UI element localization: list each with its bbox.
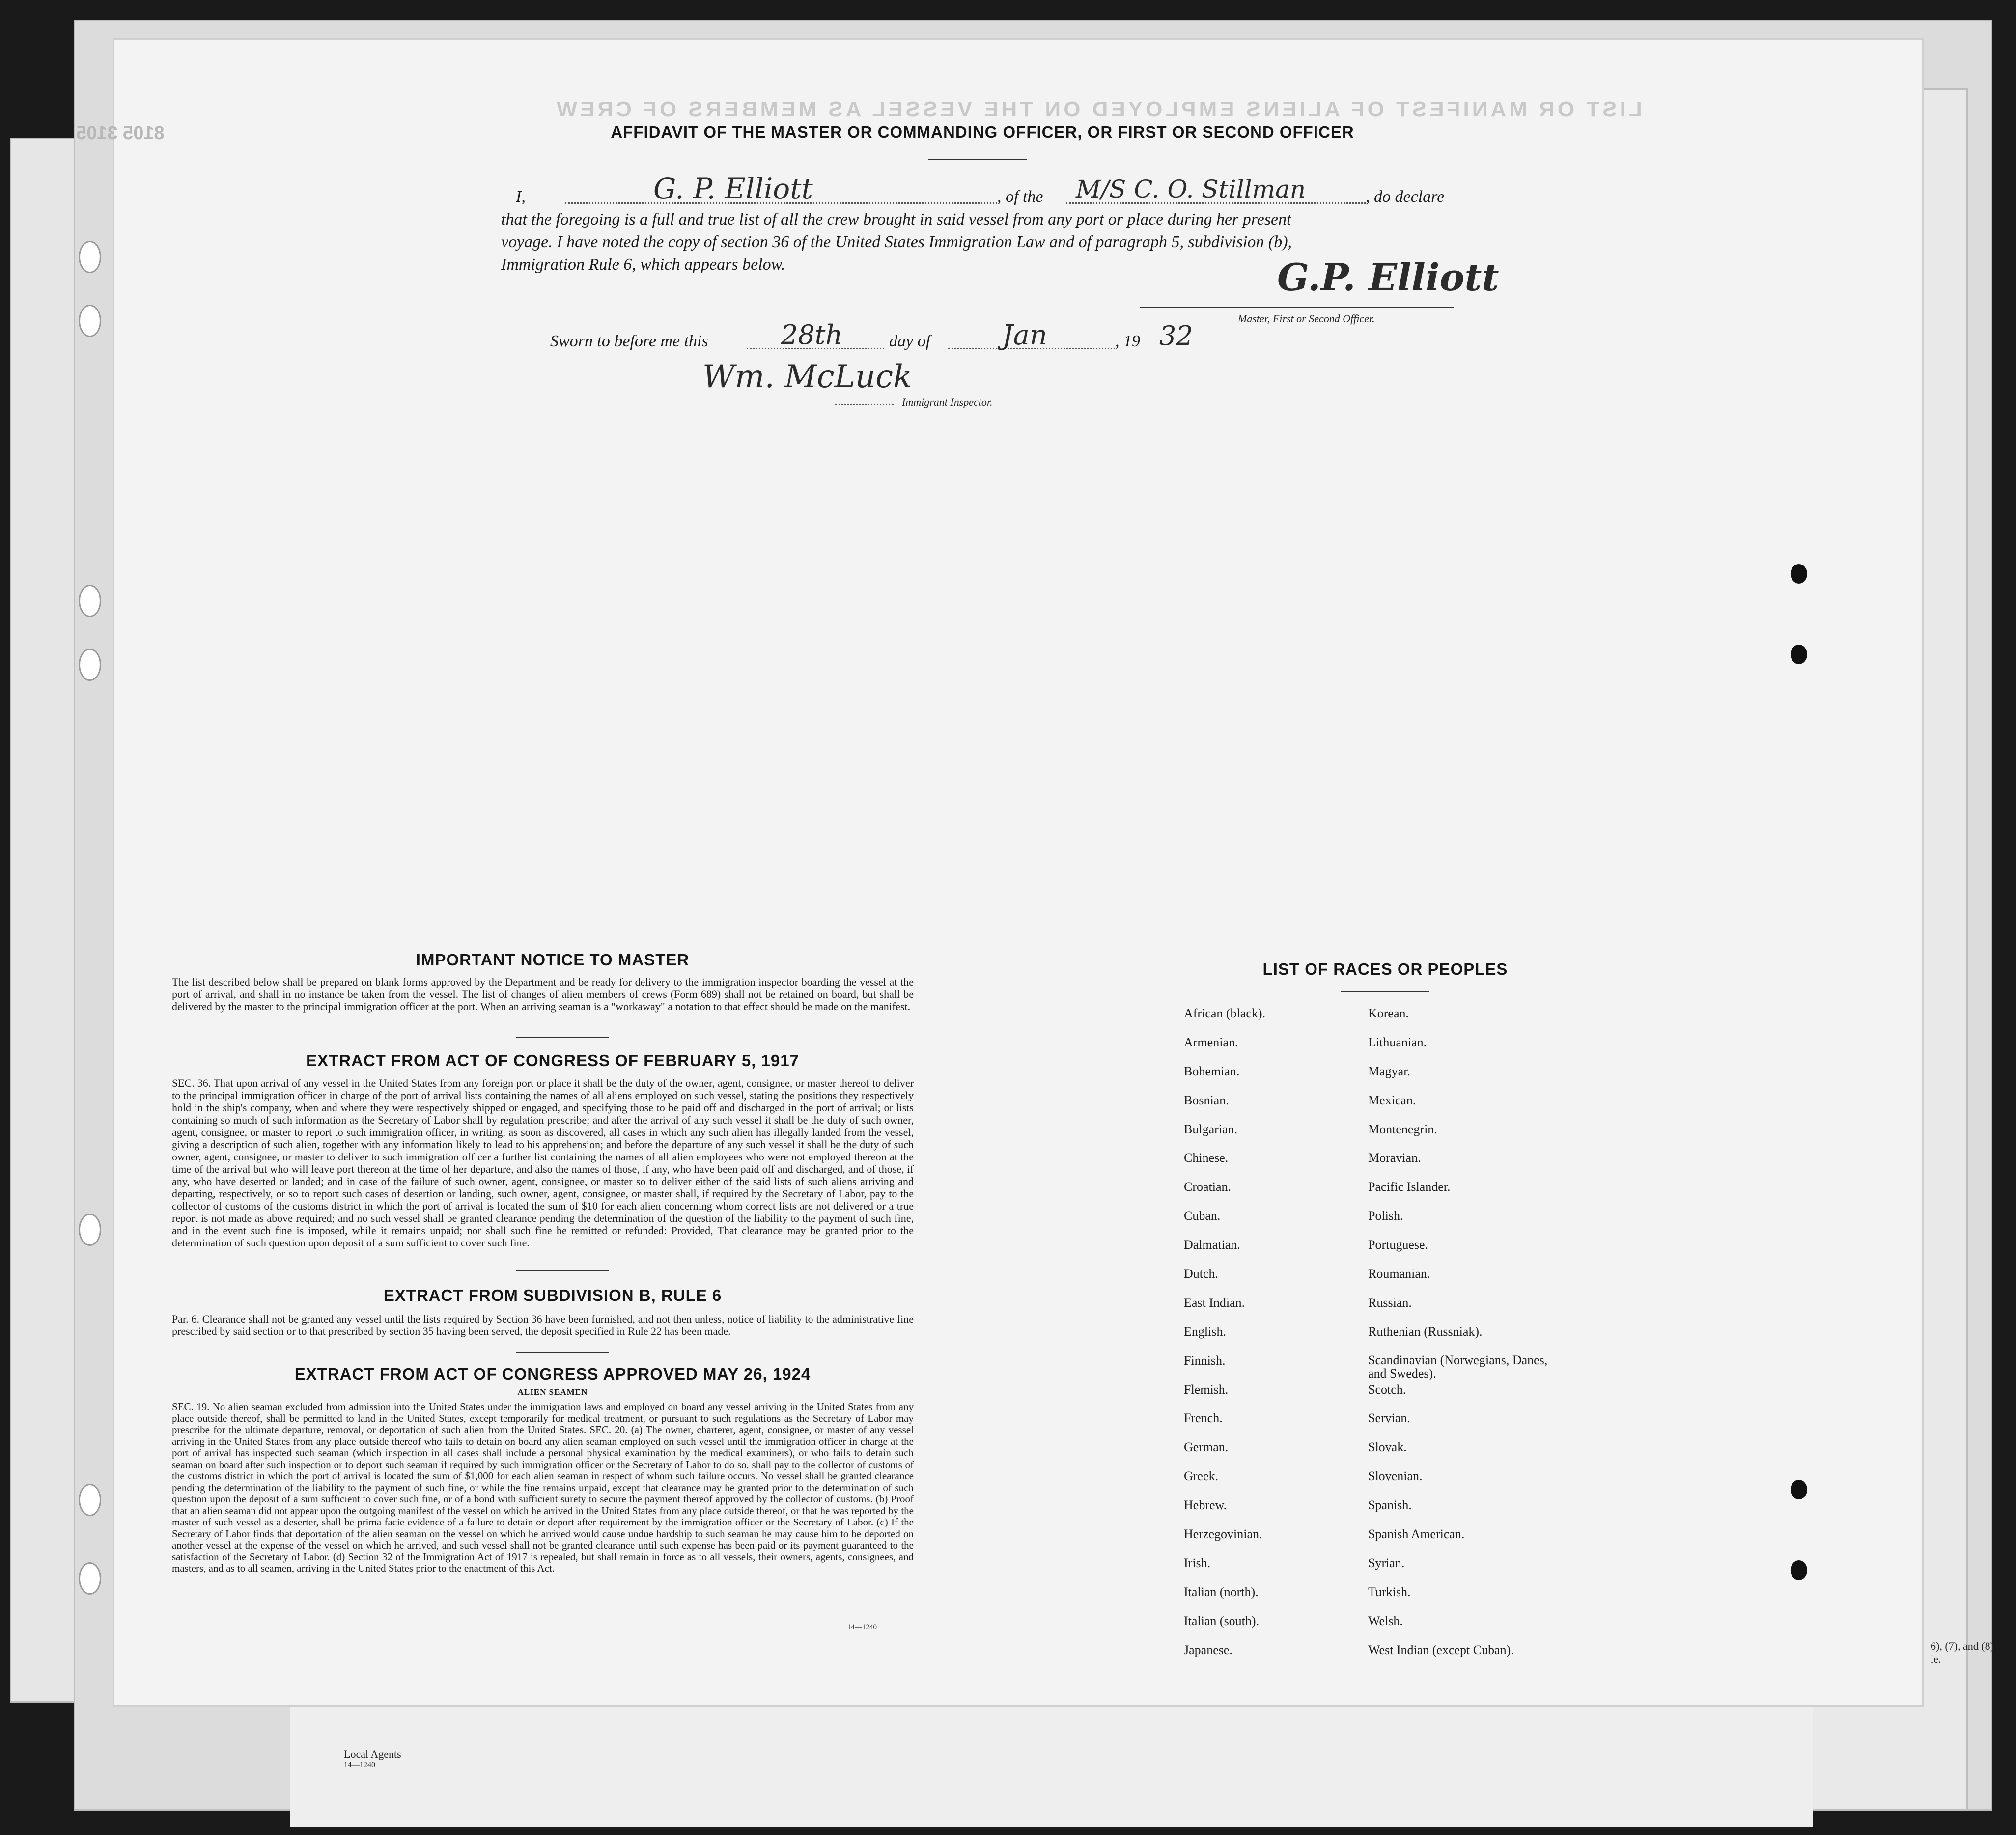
race-item: Herzegovinian.	[1184, 1527, 1262, 1542]
race-item: Armenian.	[1184, 1035, 1238, 1049]
race-item: Greek.	[1184, 1469, 1219, 1484]
race-item: Syrian.	[1368, 1555, 1405, 1570]
race-item: East Indian.	[1184, 1295, 1245, 1310]
binding-hole	[79, 241, 101, 273]
extract-1924-text: SEC. 19. No alien seaman excluded from admission into the United States under the immigration laws and employed on board any vessel arriving in the United States from any place outside thereof, shall be permitted to land in the United States, except temporarily for medical treatment, or pursuant to such regulations as the Secretary of Labor may prescribe for the ultimate departure, removal, or deportation of such alien from the United States. SEC. 20. (a) The owner, charterer, agent, consignee, or master of any vessel arriving in the United States from any place outside thereof who fails to detain on board any alien seaman employed on such vessel until the immigration officer in charge at the port of arrival has inspected such seaman (which inspection in all cases shall include a personal physical examination by the medical examiners), or who fails to detain such seaman on board after such inspection or to deport such seaman if required by such immigration officer or the Secretary of Labor to do so, shall pay to the collector of customs of the customs district in which the port of arrival is located the sum of $1,000 for each alien seaman in respect of whom such failure occurs. No vessel shall be granted clearance pending the determination of the liability to the payment of such fine, or while the fine remains unpaid, except that clearance may be granted prior to the determination of such question upon the deposit of a sum sufficient to cover such fine, or of a bond with sufficient surety to secure the payment thereof approved by the collector of customs. (b) Proof that an alien seaman did not appear upon the outgoing manifest of the vessel on which he arrived in the United States from any place outside thereof, or that he was reported by the master of such vessel as a deserter, shall be prima facie evidence of a failure to detain or deport after requirement by the immigration officer or the Secretary of Labor. (c) If the Secretary of Labor finds that deportation of the alien seaman on the vessel on which he arrived would cause undue hardship to such seaman he may cause him to be deported on another vessel at the expense of the vessel on which he arrived, and such vessel shall not be granted clearance until such expense has been paid or its payment guaranteed to the satisfaction of the Secretary of Labor. (d) Section 32 of the Immigration Act of 1917 is repealed, but shall remain in force as to all vessels, their owners, agents, consignees, and masters, and as to all seamen, arriving in the United States prior to the enactment of this Act.	[172, 1401, 914, 1574]
sworn-label: Sworn to before me this	[550, 332, 708, 350]
race-item: English.	[1184, 1324, 1226, 1339]
race-item: Scotch.	[1368, 1382, 1406, 1397]
affidavit-i-label: I,	[516, 188, 526, 206]
race-item: Japanese.	[1184, 1642, 1232, 1657]
race-item: Spanish.	[1368, 1498, 1412, 1513]
underlying-edge-text-2: le.	[1931, 1653, 1941, 1665]
race-item: Korean.	[1368, 1006, 1409, 1020]
race-item: Finnish.	[1184, 1353, 1226, 1368]
day-of-label: day of	[889, 332, 931, 350]
race-item: Mexican.	[1368, 1093, 1416, 1107]
races-left-column	[1184, 1006, 1265, 1671]
year-prefix-label: , 19	[1115, 332, 1140, 350]
extract-1917-heading: EXTRACT FROM ACT OF CONGRESS OF FEBRUARY 5, 1917	[306, 1051, 799, 1070]
inspector-signature: Wm. McLuck	[702, 359, 912, 395]
affidavit-title: AFFIDAVIT OF THE MASTER OR COMMANDING OFFICER, OR FIRST OR SECOND OFFICER	[611, 123, 1354, 141]
title-rule	[928, 159, 1027, 160]
alien-seamen-subheading: ALIEN SEAMEN	[517, 1387, 588, 1397]
binding-hole	[79, 305, 101, 337]
race-item: Turkish.	[1368, 1584, 1411, 1599]
race-item: Roumanian.	[1368, 1267, 1430, 1281]
race-item: Russian.	[1368, 1295, 1412, 1310]
master-signature-line	[1140, 307, 1454, 308]
year-handwritten: 32	[1159, 320, 1193, 351]
race-item: Cuban.	[1184, 1209, 1221, 1223]
races-heading: LIST OF RACES OR PEOPLES	[1262, 960, 1508, 978]
underlying-edge-text-1: 6), (7), and (8)	[1931, 1640, 1994, 1652]
binding-hole	[79, 585, 101, 617]
lower-sheet-strip	[290, 1693, 1813, 1827]
master-signature-caption: Master, First or Second Officer.	[1238, 312, 1375, 325]
form-number: 14—1240	[847, 1623, 877, 1631]
race-item: Flemish.	[1184, 1382, 1229, 1397]
vessel-name-handwritten: M/S C. O. Stillman	[1076, 175, 1306, 203]
race-item: Polish.	[1368, 1209, 1403, 1223]
master-signature: G.P. Elliott	[1277, 255, 1499, 299]
race-item: Hebrew.	[1184, 1498, 1227, 1513]
sworn-day-handwritten: 28th	[781, 319, 843, 350]
race-item: Bohemian.	[1184, 1064, 1240, 1078]
race-item: Servian.	[1368, 1411, 1410, 1426]
binding-hole	[79, 649, 101, 681]
race-item: Italian (north).	[1184, 1584, 1259, 1599]
bleed-through-heading: LIST OR MANIFEST OF ALIENS EMPLOYED ON THE VESSEL AS MEMBERS OF CREW	[554, 97, 1642, 121]
race-item: Spanish American.	[1368, 1527, 1465, 1542]
race-item: Chinese.	[1184, 1151, 1229, 1165]
notice-heading: IMPORTANT NOTICE TO MASTER	[416, 951, 690, 969]
race-item: Montenegrin.	[1368, 1122, 1437, 1136]
notice-text: The list described below shall be prepared on blank forms approved by the Department and be ready for delivery to the immigration inspector boarding the vessel at the port of arrival, and shall in no instance be taken from the vessel. The list of changes of alien members of crews (Form 689) shall not be retained on board, but shall be delivered by the master to the principal immigration officer at the port. When an arriving seaman is a "workaway" a notation to that effect should be made on the manifest.	[172, 976, 914, 1013]
race-item: Lithuanian.	[1368, 1035, 1427, 1049]
extract-1917-rule	[516, 1270, 609, 1271]
race-item: Irish.	[1184, 1555, 1211, 1570]
race-item: Scandinavian (Norwegians, Danes, and Swedes).	[1368, 1353, 1548, 1381]
punch-hole	[1791, 645, 1807, 664]
extract-1917-text: SEC. 36. That upon arrival of any vessel in the United States from any foreign port or place it shall be the duty of the owner, agent, consignee, or master thereof to deliver to the principal immigration officer in charge of the port of arrival lists containing the names of all aliens employed on such vessel, stating the positions they respectively hold in the ship's company, when and where they were respectively shipped or engaged, and specifying those to be paid off and discharged in the port of arrival; or lists containing so much of such information as the Secretary of Labor shall by regulation prescribe; and after the arrival of any such vessel it shall be the duty of such owner, agent, consignee, or master to report to such immigration officer, in writing, as soon as discovered, all cases in which any such alien has illegally landed from the vessel, giving a description of such alien, together with any information likely to lead to his apprehension; and before the departure of any such vessel it shall be the duty of such owner, agent, consignee, or master to deliver to such immigration officer a further list containing the names of all alien employees who were not employed thereon at the time of the arrival but who will leave port thereon at the time of her departure, and also the names of those, if any, who have been paid off and discharged, and of those, if any, who have deserted or landed; and in case of the failure of such owner, agent, consignee, or master so to deliver either of the said lists of such aliens arriving and departing, respectively, or so to report such cases of desertion or landing, such owner, agent, consignee, or master shall, if required by the Secretary of Labor, pay to the collector of customs of the customs district in which the port of arrival is located the sum of $10 for each alien concerning whom correct lists are not delivered or a true report is not made as above required; and no such vessel shall be granted clearance pending the determination of the question of the liability to the payment of such fine, and in the event such fine is imposed, while it remains unpaid; nor shall such fine be remitted or refunded: Provided, That clearance may be granted prior to the determination of such question upon deposit of a sum sufficient to cover such fine.	[172, 1077, 914, 1249]
race-item: Italian (south).	[1184, 1613, 1260, 1628]
affidavit-line-4: Immigration Rule 6, which appears below.	[501, 255, 785, 274]
race-item: French.	[1184, 1411, 1223, 1426]
local-agents-label: Local Agents 14—1240	[344, 1748, 401, 1769]
extract-1924-heading: EXTRACT FROM ACT OF CONGRESS APPROVED MAY 26, 1924	[294, 1365, 811, 1383]
race-item: Ruthenian (Russniak).	[1368, 1324, 1483, 1339]
race-item: African (black).	[1184, 1006, 1266, 1020]
punch-hole	[1791, 564, 1807, 584]
race-item: Croatian.	[1184, 1180, 1232, 1194]
binding-hole	[79, 1484, 101, 1516]
binding-hole	[79, 1214, 101, 1246]
punch-hole	[1791, 1560, 1807, 1580]
sworn-month-handwritten: Jan	[1002, 319, 1047, 351]
rule-6-rule	[516, 1352, 609, 1353]
do-declare-label: , do declare	[1366, 188, 1445, 206]
races-right-column	[1368, 1006, 1565, 1671]
race-item: Slovenian.	[1368, 1469, 1423, 1484]
affidavit-line-3: voyage. I have noted the copy of section 36 of the United States Immigration Law and of paragraph 5, subdivision (b),	[501, 233, 1292, 251]
race-item: Welsh.	[1368, 1613, 1403, 1628]
bleed-through-code: 8105 3105	[76, 123, 165, 143]
race-item: Pacific Islander.	[1368, 1180, 1451, 1194]
binding-hole	[79, 1562, 101, 1595]
race-item: Dutch.	[1184, 1267, 1219, 1281]
rule-6-text: Par. 6. Clearance shall not be granted any vessel until the lists required by Section 36 have been furnished, and not then unless, notice of liability to the administrative fine prescribed by said section or to that prescribed by section 35 having been served, the deposit specified in Rule 22 has been made.	[172, 1313, 914, 1337]
officer-name-handwritten: G. P. Elliott	[653, 172, 813, 205]
race-item: Bulgarian.	[1184, 1122, 1238, 1136]
races-heading-rule	[1341, 991, 1429, 992]
inspector-caption: Immigrant Inspector.	[902, 396, 993, 408]
race-item: West Indian (except Cuban).	[1368, 1642, 1514, 1657]
race-item: Slovak.	[1368, 1440, 1407, 1455]
notice-rule	[516, 1037, 609, 1038]
race-item: Bosnian.	[1184, 1093, 1229, 1107]
race-item: Portuguese.	[1368, 1238, 1428, 1252]
of-the-label: , of the	[997, 188, 1043, 206]
inspector-signature-line	[835, 404, 894, 405]
race-item: German.	[1184, 1440, 1229, 1455]
affidavit-line-2: that the foregoing is a full and true list of all the crew brought in said vessel from any port or place during her present	[501, 210, 1291, 228]
race-item: Magyar.	[1368, 1064, 1410, 1078]
race-item: Moravian.	[1368, 1151, 1421, 1165]
race-item: Dalmatian.	[1184, 1238, 1240, 1252]
rule-6-heading: EXTRACT FROM SUBDIVISION B, RULE 6	[383, 1286, 722, 1304]
punch-hole	[1791, 1480, 1807, 1499]
